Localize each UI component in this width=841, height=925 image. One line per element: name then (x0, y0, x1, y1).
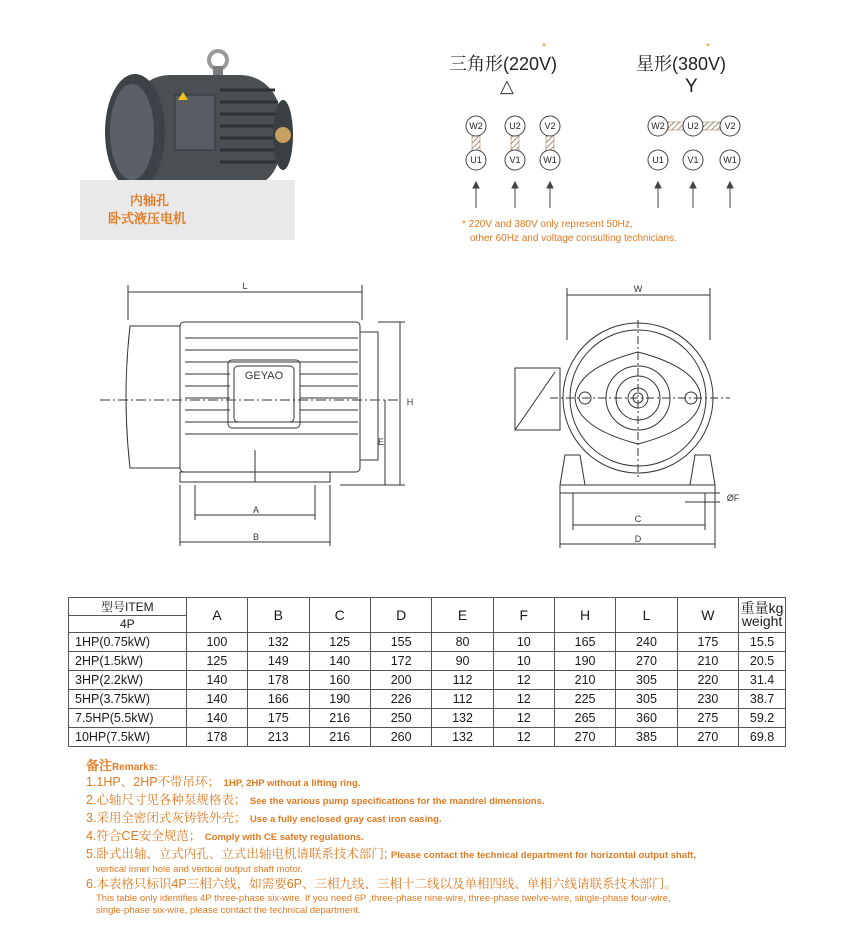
remark-item (86, 774, 786, 792)
value-cell: 100 (186, 633, 247, 652)
column-header: C (309, 598, 370, 633)
value-cell: 225 (554, 690, 615, 709)
value-cell: 140 (186, 690, 247, 709)
dim-label-h: H (406, 397, 414, 407)
value-cell: 190 (309, 690, 370, 709)
remarks-title-cn: 备注 (86, 758, 113, 773)
voltage-note (462, 218, 677, 246)
value-cell: 149 (248, 652, 309, 671)
dim-label-c: C (634, 514, 642, 524)
item-cell: 3HP(2.2kW) (69, 671, 187, 690)
weight-header-line-1: 重量kg (740, 600, 784, 616)
remark-en: 1HP, 2HP without a lifting ring. (223, 778, 361, 789)
remark-cn: 2.心轴尺寸见各种泵规格表； (86, 793, 247, 807)
table-header-row (69, 598, 786, 633)
weight-header-line-2: weight (741, 613, 783, 629)
photo-caption (80, 180, 295, 240)
terminal-label: W1 (543, 155, 557, 165)
side-view-drawing (100, 280, 430, 550)
terminal-label: V1 (509, 155, 521, 165)
value-cell: 155 (370, 633, 431, 652)
caption-line-2: 卧式液压电机 (108, 211, 187, 226)
voltage-note-line-1: * 220V and 380V only represent 50Hz, (462, 219, 633, 230)
value-cell: 112 (432, 671, 493, 690)
column-header: B (248, 598, 309, 633)
delta-symbol: △ (500, 76, 514, 96)
value-cell: 260 (370, 728, 431, 747)
value-cell: 90 (432, 652, 493, 671)
weight-cell: 20.5 (739, 652, 786, 671)
column-header: H (554, 598, 615, 633)
remarks-title (86, 755, 786, 774)
value-cell: 240 (616, 633, 677, 652)
value-cell: 125 (186, 652, 247, 671)
weight-cell: 59.2 (739, 709, 786, 728)
value-cell: 112 (432, 690, 493, 709)
item-header-bottom: 4P (120, 616, 135, 631)
dim-label-a: A (252, 505, 260, 515)
remark-item (86, 792, 786, 810)
value-cell: 210 (677, 652, 738, 671)
column-header: A (186, 598, 247, 633)
remark-cn: 6.本表格只标识4P三相六线，如需要6P、三相九线、三相十二线以及单相四线、单相六线请联系技术部门。 (86, 877, 678, 891)
terminal-label: U2 (509, 121, 521, 131)
table-row (69, 690, 786, 709)
value-cell: 80 (432, 633, 493, 652)
value-cell: 10 (493, 652, 554, 671)
remark-en: Use a fully enclosed gray cast iron casing. (249, 814, 442, 825)
value-cell: 132 (248, 633, 309, 652)
value-cell: 140 (309, 652, 370, 671)
remark-cn: 5.卧式出轴、立式内孔、立式出轴电机请联系技术部门; (86, 847, 388, 861)
value-cell: 132 (432, 709, 493, 728)
value-cell: 12 (493, 690, 554, 709)
value-cell: 275 (677, 709, 738, 728)
remark-item (86, 846, 786, 864)
value-cell: 132 (432, 728, 493, 747)
item-cell: 10HP(7.5kW) (69, 728, 187, 747)
value-cell: 140 (186, 671, 247, 690)
dim-label-d: D (634, 534, 642, 544)
value-cell: 216 (309, 728, 370, 747)
dim-label-e: E (377, 437, 385, 447)
item-header-top: 型号ITEM (69, 599, 186, 616)
remark-cn: 4.符合CE安全规范； (86, 829, 202, 843)
caption-line-1: 内轴孔 (130, 193, 170, 208)
weight-cell: 15.5 (739, 633, 786, 652)
value-cell: 12 (493, 728, 554, 747)
item-header (69, 598, 187, 633)
value-cell: 230 (677, 690, 738, 709)
value-cell: 140 (186, 709, 247, 728)
value-cell: 210 (554, 671, 615, 690)
value-cell: 175 (677, 633, 738, 652)
value-cell: 12 (493, 671, 554, 690)
value-cell: 220 (677, 671, 738, 690)
star-wiring-title (636, 42, 727, 76)
value-cell: 360 (616, 709, 677, 728)
asterisk-mark: * (706, 42, 710, 53)
terminal-label: V1 (687, 155, 699, 165)
value-cell: 175 (248, 709, 309, 728)
terminal-label: U1 (652, 155, 664, 165)
remark-en: Please contact the technical department for horizontal output shaft, (390, 850, 696, 861)
star-symbol: Y (685, 76, 698, 97)
item-cell: 5HP(3.75kW) (69, 690, 187, 709)
terminal-label: U1 (470, 155, 482, 165)
table-row (69, 709, 786, 728)
weight-cell: 38.7 (739, 690, 786, 709)
remark-en: See the various pump specifications for the mandrel dimensions. (249, 796, 545, 807)
value-cell: 213 (248, 728, 309, 747)
table-body (69, 633, 786, 747)
dim-label-f: ØF (726, 493, 740, 503)
column-header: W (677, 598, 738, 633)
voltage-note-line-2: other 60Hz and voltage consulting technicians. (470, 233, 677, 244)
value-cell: 216 (309, 709, 370, 728)
dim-label-w: W (633, 284, 643, 294)
table-row (69, 633, 786, 652)
value-cell: 270 (677, 728, 738, 747)
value-cell: 226 (370, 690, 431, 709)
dim-label-l: L (242, 281, 248, 291)
spec-table (68, 597, 786, 747)
value-cell: 250 (370, 709, 431, 728)
table-row (69, 728, 786, 747)
star-title-text: 星形(380V) (636, 54, 727, 74)
weight-cell: 31.4 (739, 671, 786, 690)
terminal-label: V2 (724, 121, 736, 131)
column-header: D (370, 598, 431, 633)
value-cell: 270 (554, 728, 615, 747)
column-header: E (432, 598, 493, 633)
remark-en: This table only identifies 4P three-phase six-wire. If you need 6P ,three-phase nine-wire, three-phase twelve-wire, single-phase four-wire, (96, 893, 671, 904)
item-cell: 1HP(0.75kW) (69, 633, 187, 652)
value-cell: 12 (493, 709, 554, 728)
delta-wiring-title (449, 42, 558, 76)
wiring-terminals (450, 108, 750, 218)
value-cell: 270 (616, 652, 677, 671)
brand-logo: GEYAO (244, 370, 284, 382)
value-cell: 305 (616, 690, 677, 709)
value-cell: 10 (493, 633, 554, 652)
value-cell: 200 (370, 671, 431, 690)
weight-header (739, 598, 786, 633)
remark-en-continued: vertical inner hole and vertical output shaft motor. (96, 864, 304, 875)
column-header: L (616, 598, 677, 633)
remark-item (86, 810, 786, 828)
terminal-label: V2 (544, 121, 556, 131)
value-cell: 190 (554, 652, 615, 671)
remark-en: Comply with CE safety regulations. (204, 832, 364, 843)
terminal-label: W1 (723, 155, 737, 165)
remarks-title-en: Remarks: (112, 762, 158, 773)
value-cell: 265 (554, 709, 615, 728)
remarks-section (86, 755, 786, 917)
dim-label-b: B (252, 532, 260, 542)
value-cell: 166 (248, 690, 309, 709)
value-cell: 178 (248, 671, 309, 690)
remarks-list (86, 774, 786, 917)
remark-en-continued: single-phase six-wire, please contact the technical department. (96, 905, 361, 916)
value-cell: 385 (616, 728, 677, 747)
asterisk-mark: * (542, 42, 546, 53)
front-view-drawing (505, 280, 775, 550)
value-cell: 160 (309, 671, 370, 690)
value-cell: 125 (309, 633, 370, 652)
value-cell: 172 (370, 652, 431, 671)
weight-cell: 69.8 (739, 728, 786, 747)
table-row (69, 652, 786, 671)
column-header: F (493, 598, 554, 633)
remark-item (86, 828, 786, 846)
remark-cn: 1.1HP、2HP不带吊环； (86, 775, 221, 789)
terminal-label: W2 (651, 121, 665, 131)
remark-item (86, 876, 786, 893)
table-row (69, 671, 786, 690)
remark-cn: 3.采用全密闭式灰铸铁外壳； (86, 811, 247, 825)
terminal-label: U2 (687, 121, 699, 131)
delta-title-text: 三角形(220V) (449, 54, 558, 74)
item-cell: 2HP(1.5kW) (69, 652, 187, 671)
value-cell: 305 (616, 671, 677, 690)
value-cell: 165 (554, 633, 615, 652)
terminal-label: W2 (469, 121, 483, 131)
item-cell: 7.5HP(5.5kW) (69, 709, 187, 728)
value-cell: 178 (186, 728, 247, 747)
